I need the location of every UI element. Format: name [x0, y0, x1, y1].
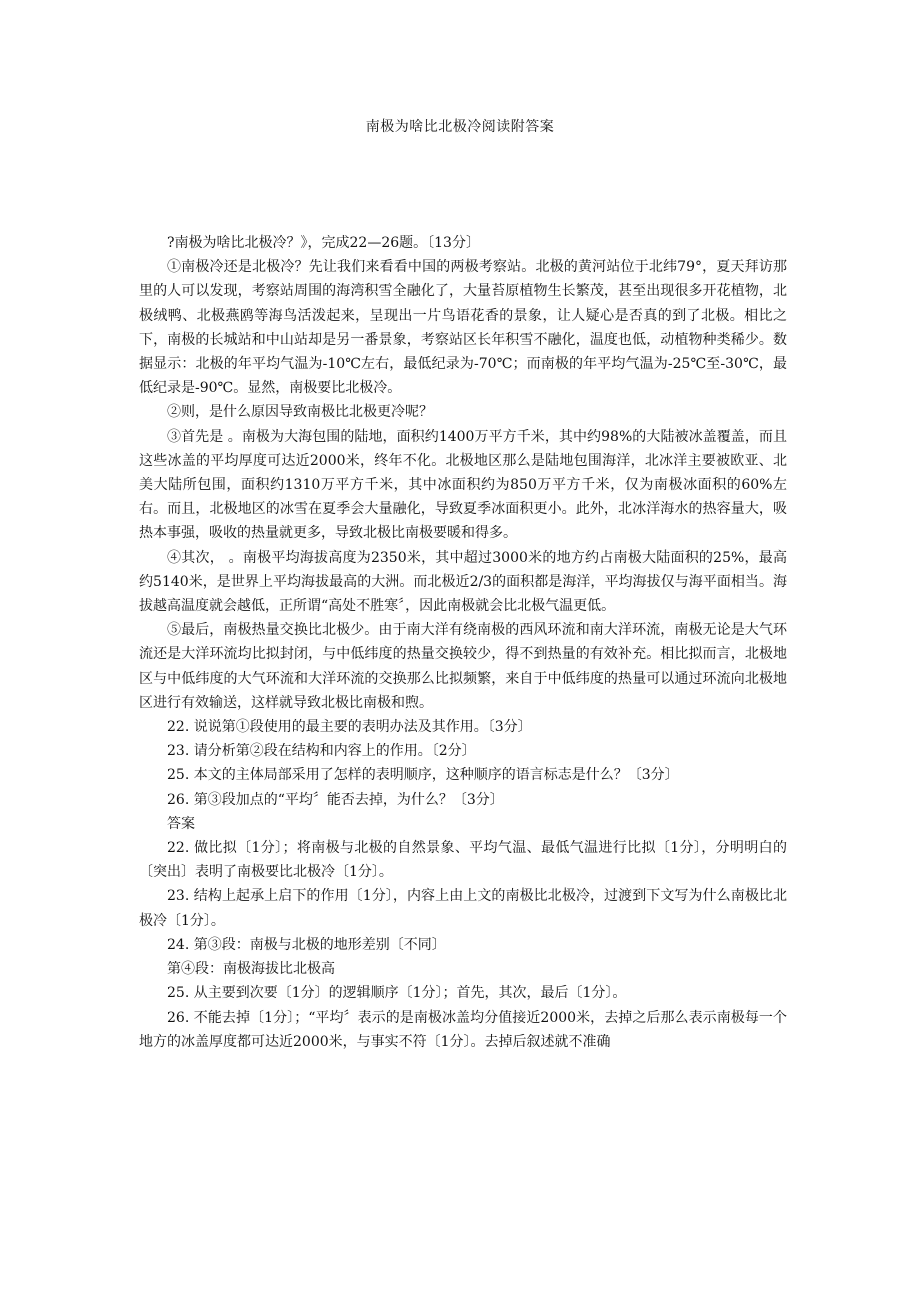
- answer-heading: 答案: [167, 815, 195, 832]
- answer-23: 23. 结构上起承上启下的作用〔1分〕，内容上由上文的南极比北极冷，过渡到下文写为什么南极比北极冷〔1分〕。: [139, 888, 787, 929]
- intro-line: ?南极为啥比北极冷？》，完成22—26题。〔13分〕: [167, 235, 480, 251]
- paragraph-1: ①南极冷还是北极冷？先让我们来看看中国的两极考察站。北极的黄河站位于北纬79°，夏天拜访那里的人可以发现，考察站周围的海湾积雪全融化了，大量苔原植物生长繁茂，甚至出现很多开花植物，北极绒鸭、北极燕鸥等海鸟活泼起来，呈现出一片鸟语花香的景象，让人疑心是否真的到了北极。相比之下，南极的长城站和中山站却是另一番景象，考察站区长年积雪不融化，温度也低，动植物种类稀少。数据显示：北极的年平均气温为-10℃左右，最低纪录为-70℃；而南极的年平均气温为-25℃至-30℃，最低纪录是-90℃。显然，南极要比北极冷。: [139, 259, 787, 397]
- answer-26: 26. 不能去掉〔1分〕；“平均〞表示的是南极冰盖均分值接近2000米，去掉之后那么表示南极每一个地方的冰盖厚度都可达近2000米，与事实不符〔1分〕。去掉后叙述就不准确: [139, 1009, 787, 1050]
- answer-22: 22. 做比拟〔1分〕；将南极与北极的自然景象、平均气温、最低气温进行比拟〔1分〕，分明明白的〔突出〕表明了南极要比北极冷〔1分〕。: [139, 840, 787, 881]
- question-22: 22. 说说第①段使用的最主要的表明办法及其作用。〔3分〕: [167, 719, 532, 736]
- paragraph-2: ②则，是什么原因导致南极比北极更冷呢？: [167, 404, 433, 421]
- document-title: 南极为啥比北极冷阅读附答案: [365, 119, 555, 135]
- answer-24: 24. 第③段：南极与北极的地形差别〔不同〕: [167, 936, 446, 953]
- paragraph-3: ③首先是 。南极为大海包围的陆地，面积约1400万平方千米，其中约98%的大陆被冰盖覆盖，而且这些冰盖的平均厚度可达近2000米，终年不化。北极地区那么是陆地包围海洋，北冰洋主要被欧亚、北美大陆所包围，面积约1310万平方千米，其中冰面积约为850万平方千米，仅为南极冰面积的60%左右。而且，北极地区的冰雪在夏季会大量融化，导致夏季冰面积更小。此外，北冰洋海水的热容量大，吸热本事强，吸收的热量就更多，导致北极比南极要暖和得多。: [139, 428, 787, 542]
- document-body: [139, 231, 787, 1054]
- question-23: 23. 请分析第②段在结构和内容上的作用。〔2分〕: [167, 743, 476, 760]
- answer-24-part-2: 第④段：南极海拔比北极高: [167, 961, 335, 978]
- paragraph-5: ⑤最后，南极热量交换比北极少。由于南大洋有绕南极的西风环流和南大洋环流，南极无论是大气环流还是大洋环流均比拟封闭，与中低纬度的热量交换较少，得不到热量的有效补充。相比拟而言，北极地区与中低纬度的大气环流和大洋环流的交换那么比拟频繁，来自于中低纬度的热量可以通过环流向北极地区进行有效输送，这样就导致北极比南极和煦。: [139, 622, 787, 711]
- question-25: 25. 本文的主体局部采用了怎样的表明顺序，这种顺序的语言标志是什么？〔3分〕: [167, 767, 679, 784]
- question-26: 26. 第③段加点的“平均〞能否去掉，为什么？〔3分〕: [167, 791, 504, 808]
- paragraph-4: ④其次， 。南极平均海拔高度为2350米，其中超过3000米的地方约占南极大陆面积的25%，最高约5140米，是世界上平均海拔最高的大洲。而北极近2/3的面积都是海洋，平均海拔仅与海平面相当。海拔越高温度就会越低，正所谓“高处不胜寒〞，因此南极就会比北极气温更低。: [139, 549, 787, 615]
- answer-25: 25. 从主要到次要〔1分〕的逻辑顺序〔1分〕；首先，其次，最后〔1分〕。: [167, 985, 627, 1002]
